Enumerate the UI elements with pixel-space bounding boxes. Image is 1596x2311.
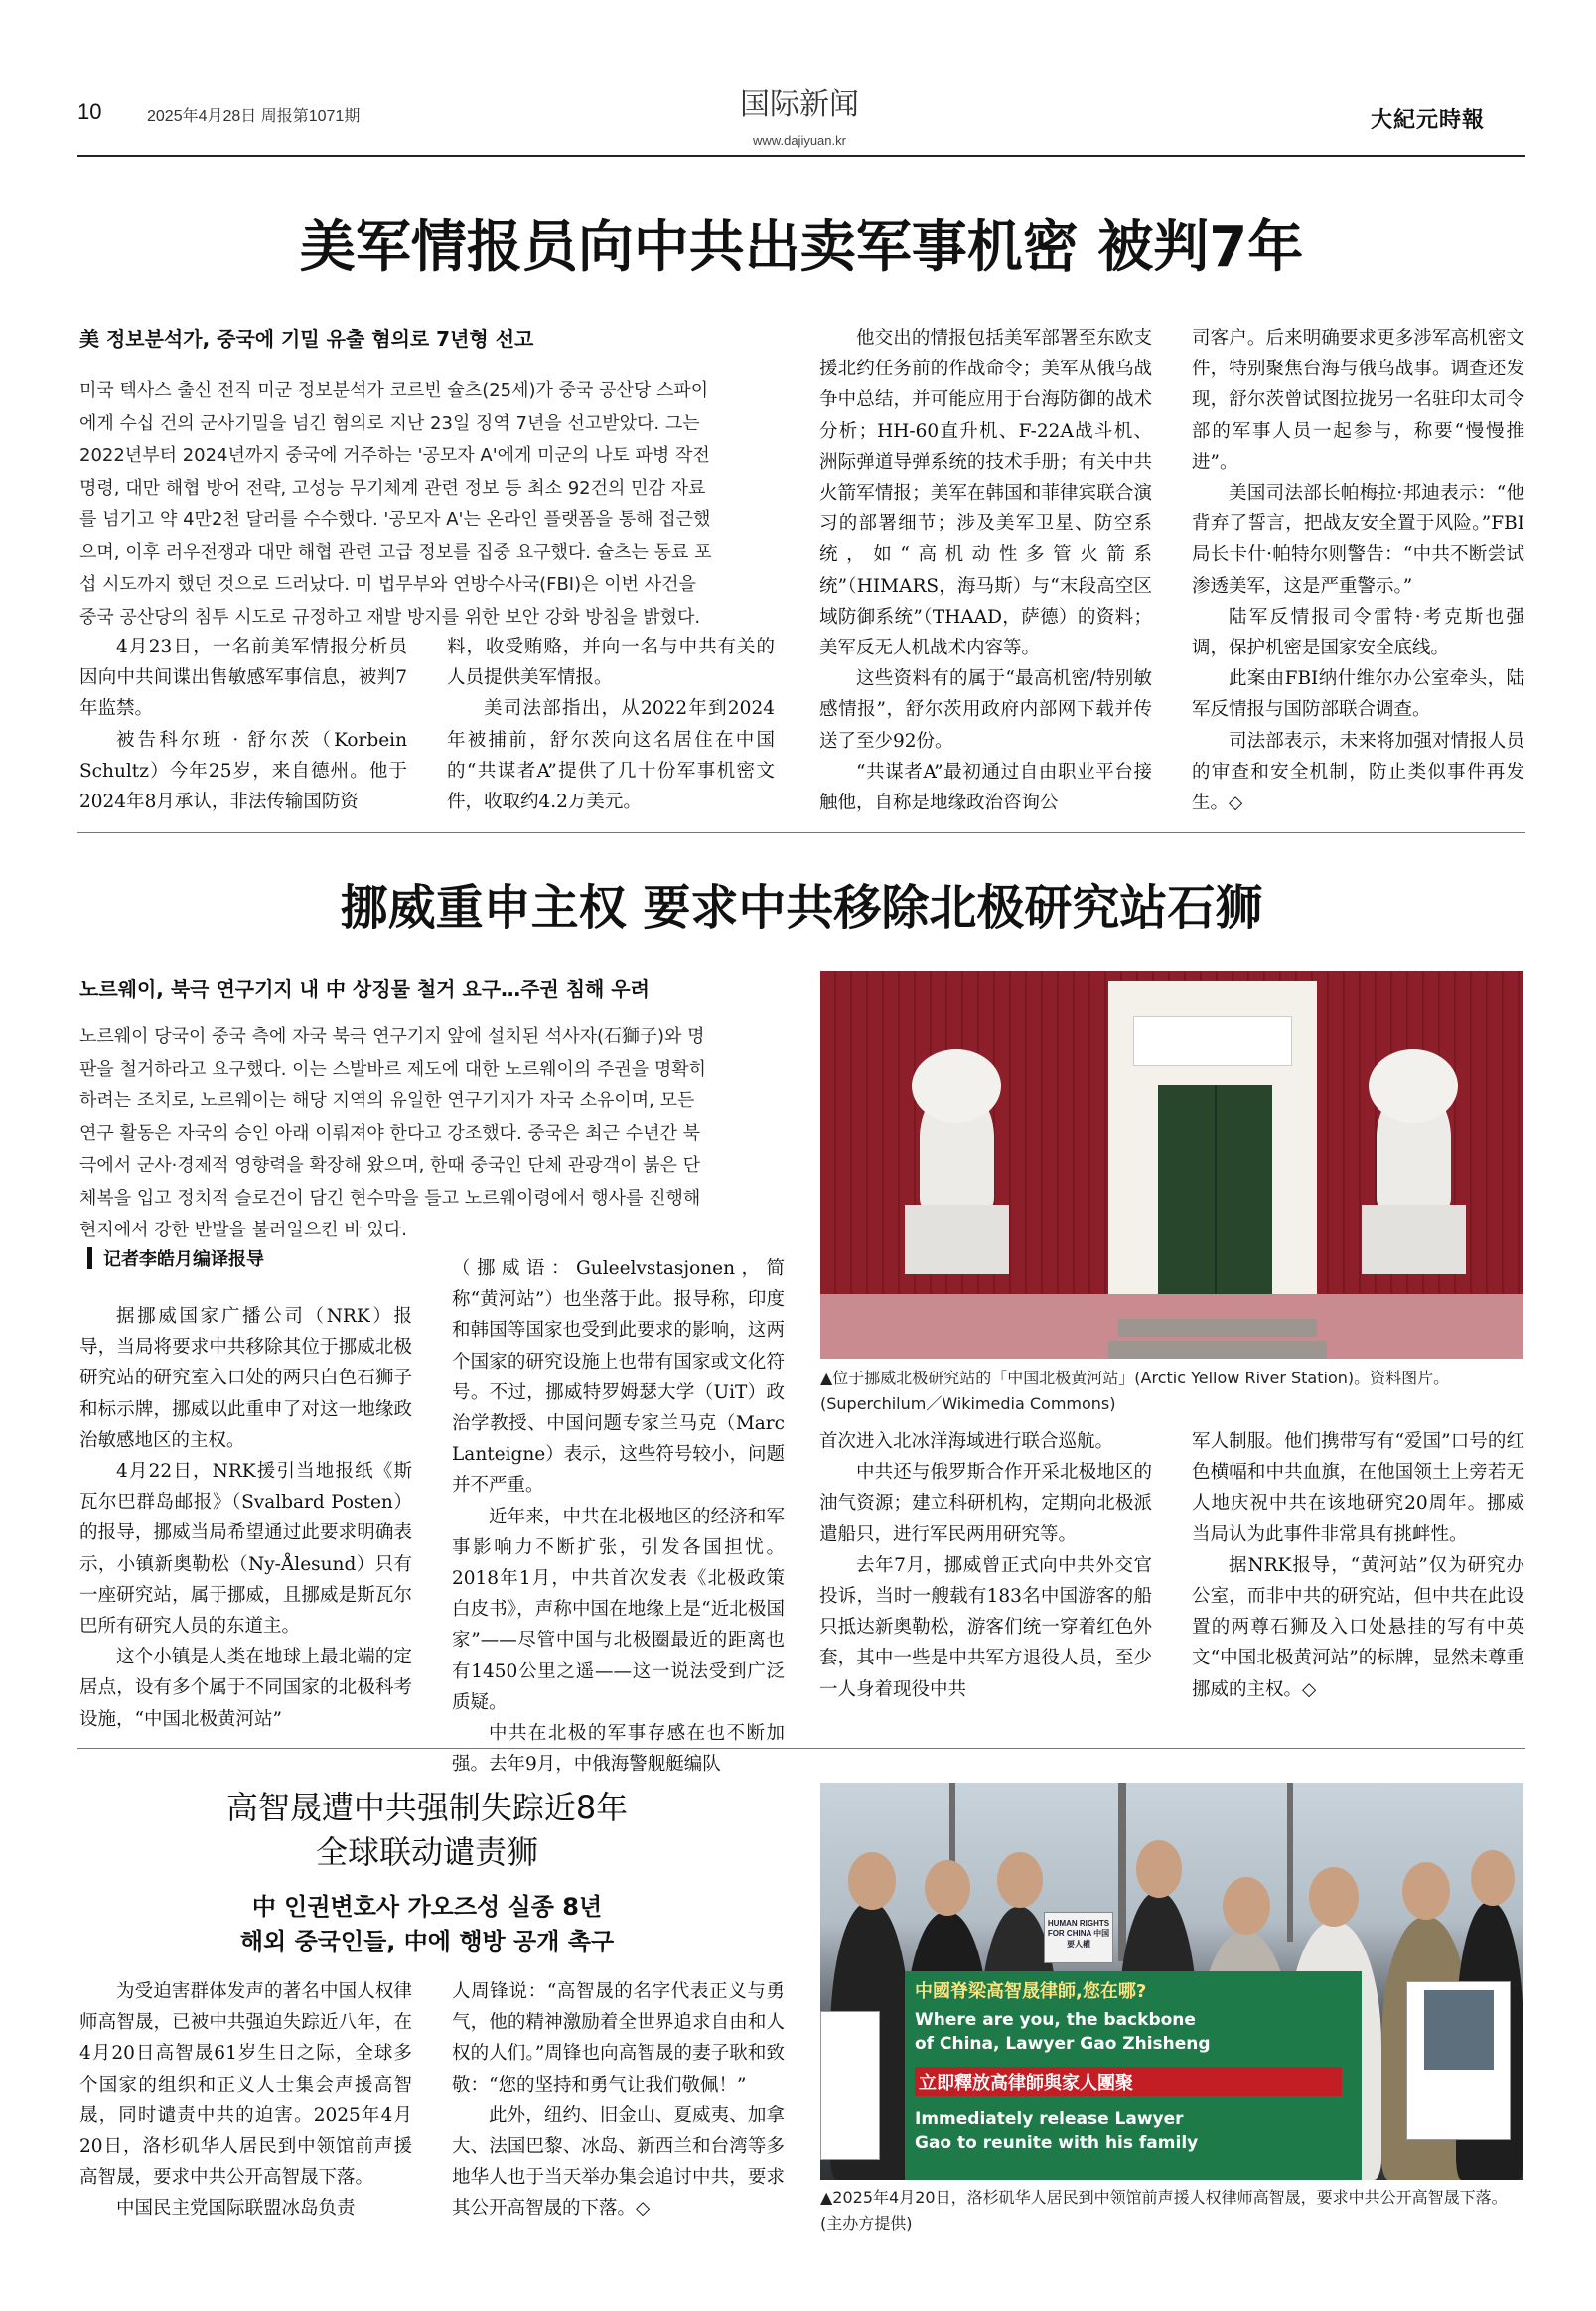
paragraph: 美司法部指出，从2022年到2024年被捕前，舒尔茨向这名居住在中国的“共谋者A”提供了几十份军事机密文件，收取约4.2万美元。 bbox=[447, 698, 775, 813]
paragraph: 这些资料有的属于“最高机密/特别敏感情报”，舒尔茨用政府内部网下载并传送了至少92份。 bbox=[819, 668, 1152, 752]
byline: 记者李皓月编译报导 bbox=[103, 1249, 264, 1270]
article2-column-3 bbox=[819, 1426, 1152, 1705]
article3-kr-line2: 해외 중국인들, 中에 행방 공개 촉구 bbox=[239, 1928, 615, 1955]
kr-line: 미국 텍사스 출신 전직 미군 정보분석가 코르빈 슐츠(25세)가 중국 공산당 스파이 bbox=[79, 380, 709, 401]
kr-line: 를 넘기고 약 4만2천 달러를 수수했다. '공모자 A'는 온라인 플랫폼을 통해 접근했 bbox=[79, 509, 711, 530]
kr-line: 현지에서 강한 반발을 불러일으킨 바 있다. bbox=[79, 1220, 407, 1240]
header-rule bbox=[77, 155, 1525, 157]
article2-kr-subhead: 노르웨이, 북극 연구기지 내 中 상징물 철거 요구…주권 침해 우려 bbox=[79, 977, 650, 1001]
kr-line: 명령, 대만 해협 방어 전략, 고성능 무기체계 관련 정보 등 최소 92건의 민감 자료 bbox=[79, 477, 706, 499]
byline-marker bbox=[87, 1247, 92, 1269]
kr-line: 판을 철거하라고 요구했다. 이는 스발바르 제도에 대한 노르웨이의 주권을 명확히 bbox=[79, 1058, 707, 1080]
banner-line-2a: Where are you, the backbone bbox=[915, 2010, 1196, 2030]
kr-line: 노르웨이 당국이 중국 측에 자국 북극 연구기지 앞에 설치된 석사자(石獅子)와 명 bbox=[79, 1026, 705, 1047]
paragraph: 首次进入北冰洋海域进行联合巡航。 bbox=[819, 1431, 1114, 1452]
page-header bbox=[0, 0, 1596, 159]
human-rights-placard: HUMAN RIGHTS FOR CHINA 中国要人權 bbox=[1044, 1912, 1113, 1963]
banner-line-2b: of China, Lawyer Gao Zhisheng bbox=[915, 2034, 1211, 2054]
paragraph: 司法部表示，未来将加强对情报人员的审查和安全机制，防止类似事件再发生。◇ bbox=[1192, 730, 1524, 814]
paragraph: 4月23日，一名前美军情报分析员因向中共间谍出售敏感军事信息，被判7年监禁。 bbox=[79, 637, 407, 720]
kr-line: 극에서 군사·경제적 영향력을 확장해 왔으며, 한때 중국인 단체 관광객이 붉은 단 bbox=[79, 1155, 701, 1176]
kr-line: 체복을 입고 정치적 슬로건이 담긴 현수막을 들고 노르웨이령에서 행사를 진행해 bbox=[79, 1187, 701, 1209]
paragraph: 中共还与俄罗斯合作开采北极地区的油气资源；建立科研机构，定期向北极派遣船只，进行军民两用研究等。 bbox=[819, 1462, 1152, 1545]
kr-line: 중국 공산당의 침투 시도로 규정하고 재발 방지를 위한 보안 강화 방침을 밝혔다. bbox=[79, 606, 701, 628]
paragraph: 人周锋说：“高智晟的名字代表正义与勇气，他的精神激励着全世界追求自由和人权的人们。”周锋也向高智晟的妻子耿和致敬：“您的坚持和勇气让我们敬佩！” bbox=[452, 1981, 785, 2095]
paragraph: 这个小镇是人类在地球上最北端的定居点，设有多个属于不同国家的北极科考设施，“中国北极黄河站” bbox=[79, 1647, 412, 1730]
section-divider bbox=[77, 832, 1525, 833]
kr-line: 2022년부터 2024년까지 중국에 거주하는 '공모자 A'에게 미군의 나토 파병 작전 bbox=[79, 445, 710, 466]
kr-line: 으며, 이후 러우전쟁과 대만 해협 관련 고급 정보를 집중 요구했다. 슐츠는 동료 포 bbox=[79, 541, 712, 563]
banner-line-4b: Gao to reunite with his family bbox=[915, 2133, 1199, 2153]
protest-banner bbox=[905, 1971, 1362, 2180]
article1-column-1 bbox=[79, 632, 407, 817]
protest-photo bbox=[820, 1783, 1523, 2180]
kr-line: 에게 수십 건의 군사기밀을 넘긴 혐의로 지난 23일 징역 7년을 선고받았다. 그는 bbox=[79, 412, 700, 434]
paragraph: 他交出的情报包括美军部署至东欧支援北约任务前的作战命令；美军从俄乌战争中总结，并可能应用于台海防御的战术分析；HH-60直升机、F-22A战斗机、洲际弹道导弹系统的技术手册；有关中共火箭军情报；美军在韩国和菲律宾联合演习的部署细节；涉及美军卫星、防空系统，如“高机动性多管火箭系统”（HIMARS，海马斯）与“末段高空区域防御系统”（THAAD，萨德）的资料；美军反无人机战术内容等。 bbox=[819, 328, 1152, 659]
arctic-photo-caption: ▲位于挪威北极研究站的「中国北极黄河站」(Arctic Yellow River Station)。资料图片。(Superchilum／Wikimedia Commons) bbox=[820, 1369, 1450, 1413]
kr-line: 섭 시도까지 했던 것으로 드러났다. 미 법무부와 연방수사국(FBI)은 이번 사건을 bbox=[79, 574, 696, 595]
paragraph: 据挪威国家广播公司（NRK）报导，当局将要求中共移除其位于挪威北极研究站的研究室入口处的两只白色石狮子和标示牌，挪威以此重申了对这一地缘政治敏感地区的主权。 bbox=[79, 1306, 412, 1451]
kr-line: 연구 활동은 자국의 승인 아래 이뤄져야 한다고 강조했다. 중국은 최근 수년간 북 bbox=[79, 1122, 701, 1144]
issue-date: 2025年4月28日 周报第1071期 bbox=[147, 108, 361, 125]
article1-column-2 bbox=[447, 632, 775, 817]
article1-column-4 bbox=[1192, 323, 1524, 818]
paragraph: （挪威语：Guleelvstasjonen，简称“黄河站”）也坐落于此。报导称，印度和韩国等国家也受到此要求的影响，这两个国家的研究设施上也带有国家或文化符号。不过，挪威特罗姆瑟大学（UiT）政治学教授、中国问题专家兰马克（Marc Lanteigne）表示，这些符号较小，问题并不严重。 bbox=[452, 1258, 785, 1497]
paragraph: 近年来，中共在北极地区的经济和军事影响力不断扩张，引发各国担忧。2018年1月，中共首次发表《北极政策白皮书》，声称中国在地缘上是“近北极国家”——尽管中国与北极圈最近的距离也有1450公里之遥——这一说法受到广泛质疑。 bbox=[452, 1506, 785, 1713]
paragraph: 被告科尔班 · 舒尔茨（Korbein Schultz）今年25岁，来自德州。他于2024年8月承认，非法传输国防资 bbox=[79, 729, 407, 813]
article2-column-2 bbox=[452, 1253, 785, 1780]
paragraph: 为受迫害群体发声的著名中国人权律师高智晟，已被中共强迫失踪近八年，在4月20日高智晟61岁生日之际，全球多个国家的组织和正义人士集会声援高智晟，同时谴责中共的迫害。2025年4月20日，洛杉矶华人居民到中领馆前声援高智晟，要求中共公开高智晟下落。 bbox=[79, 1981, 412, 2189]
banner-line-4a: Immediately release Lawyer bbox=[915, 2109, 1184, 2129]
paragraph: 料，收受贿赂，并向一名与中共有关的人员提供美军情报。 bbox=[447, 637, 775, 689]
paragraph: 陆军反情报司令雷特·考克斯也强调，保护机密是国家安全底线。 bbox=[1192, 606, 1524, 659]
article1-column-3 bbox=[819, 323, 1152, 818]
protest-photo-caption: ▲2025年4月20日，洛杉矶华人居民到中领馆前声援人权律师高智晟，要求中共公开高智晟下落。(主办方提供) bbox=[820, 2188, 1508, 2233]
article1-kr-summary bbox=[79, 375, 760, 634]
paragraph: 据NRK报导，“黄河站”仅为研究办公室，而非中共的研究站，但中共在此设置的两尊石狮及入口处悬挂的写有中英文“中国北极黄河站”的标牌，显然未尊重挪威的主权。◇ bbox=[1192, 1554, 1524, 1700]
article3-column-2 bbox=[452, 1976, 785, 2225]
article2-headline: 挪威重申主权 要求中共移除北极研究站石狮 bbox=[340, 880, 1263, 936]
article2-column-1 bbox=[79, 1301, 412, 1735]
article3-headline-line1: 高智晟遭中共强制失踪近8年 bbox=[225, 1789, 629, 1826]
banner-line-3: 立即釋放高律師與家人團聚 bbox=[915, 2067, 1342, 2096]
paragraph: 此案由FBI纳什维尔办公室牵头，陆军反情报与国防部联合调查。 bbox=[1192, 668, 1524, 721]
kr-line: 하려는 조치로, 노르웨이는 해당 지역의 유일한 연구기지가 자국 소유이며, 모든 bbox=[79, 1090, 695, 1111]
paragraph: 中国民主党国际联盟冰岛负责 bbox=[116, 2198, 356, 2220]
site-url[interactable]: www.dajiyuan.kr bbox=[753, 133, 846, 148]
paragraph: 中共在北极的军事存感在也不断加强。去年9月，中俄海警舰艇编队 bbox=[452, 1723, 785, 1776]
article1-kr-subhead: 美 정보분석가, 중국에 기밀 유출 혐의로 7년형 선고 bbox=[79, 327, 534, 351]
article3-kr-line1: 中 인권변호사 가오즈성 실종 8년 bbox=[251, 1893, 603, 1921]
article2-kr-summary bbox=[79, 1021, 785, 1247]
article1-headline: 美军情报员向中共出卖军事机密 被判7年 bbox=[299, 216, 1304, 280]
page-number: 10 bbox=[77, 99, 102, 124]
article3-column-1 bbox=[79, 1976, 412, 2225]
paragraph: 美国司法部长帕梅拉·邦迪表示：“他背弃了誓言，把战友安全置于风险。”FBI局长卡什·帕特尔则警告：“中共不断尝试渗透美军，这是严重警示。” bbox=[1192, 483, 1524, 597]
arctic-station-photo bbox=[820, 971, 1523, 1359]
article3-headline-line2: 全球联动谴责狮 bbox=[315, 1833, 538, 1871]
section-divider bbox=[77, 1748, 1525, 1749]
paragraph: 军人制服。他们携带写有“爱国”口号的红色横幅和中共血旗，在他国领土上旁若无人地庆祝中共在该地研究20周年。挪威当局认为此事件非常具有挑衅性。 bbox=[1192, 1431, 1524, 1545]
portrait-placard bbox=[1406, 1981, 1511, 2140]
paragraph: 4月22日，NRK援引当地报纸《斯瓦尔巴群岛邮报》（Svalbard Posten）的报导，挪威当局希望通过此要求明确表示，小镇新奥勒松（Ny-Ålesund）只有一座研究站，属于挪威，且挪威是斯瓦尔巴所有研究人员的东道主。 bbox=[79, 1461, 412, 1638]
banner-line-1: 中國脊梁高智晟律師,您在哪? bbox=[915, 1981, 1147, 2002]
section-title: 国际新闻 bbox=[740, 87, 859, 122]
article2-column-4 bbox=[1192, 1426, 1524, 1705]
masthead-logo: 大紀元時報 bbox=[1371, 107, 1486, 133]
paragraph: 去年7月，挪威曾正式向中共外交官投诉，当时一艘载有183名中国游客的船只抵达新奥勒松，游客们统一穿着红色外套，其中一些是中共军方退役人员，至少一人身着现役中共 bbox=[819, 1554, 1152, 1700]
paragraph: 此外，纽约、旧金山、夏威夷、加拿大、法国巴黎、冰岛、新西兰和台湾等多地华人也于当天举办集会追讨中共，要求其公开高智晟的下落。◇ bbox=[452, 2104, 785, 2220]
paragraph: “共谋者A”最初通过自由职业平台接触他，自称是地缘政治咨询公 bbox=[819, 761, 1152, 814]
paragraph: 司客户。后来明确要求更多涉军高机密文件，特别聚焦台海与俄乌战事。调查还发现，舒尔茨曾试图拉拢另一名驻印太司令部的军事人员一起参与，称要“慢慢推进”。 bbox=[1192, 328, 1524, 473]
side-placard bbox=[820, 2011, 880, 2160]
